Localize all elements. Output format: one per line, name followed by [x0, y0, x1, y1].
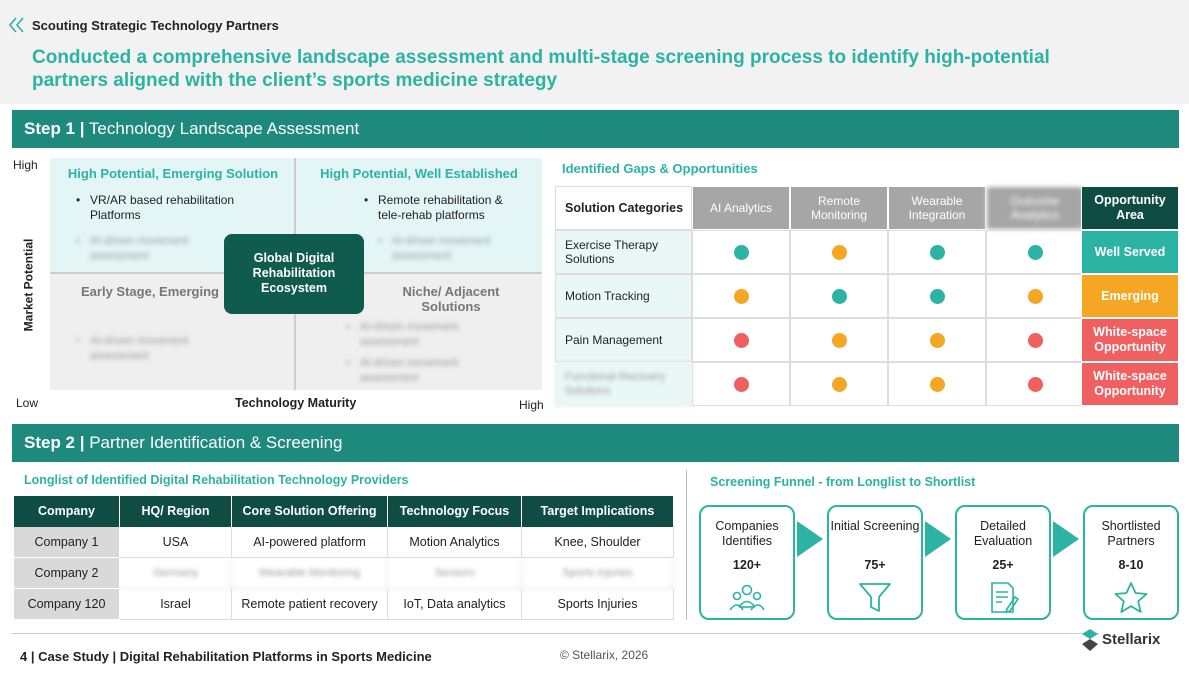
blurred-bullet: • AI-driven movement assessment: [90, 234, 230, 249]
blurred-bullet: • AI-driven movement assessment: [360, 356, 500, 371]
status-dot-red: [734, 333, 749, 348]
longlist-cell: Wearable Monitoring: [232, 558, 388, 589]
x-axis-high-label: High: [519, 398, 544, 412]
funnel-stage-value: 75+: [864, 558, 886, 572]
gaps-row-label: Motion Tracking: [555, 274, 692, 318]
blurred-bullet: • AI-driven movement assessment: [90, 334, 230, 349]
status-dot-amber: [930, 377, 945, 392]
status-dot-amber: [832, 245, 847, 260]
section-kicker: Scouting Strategic Technology Partners: [32, 18, 279, 33]
step2-title: Partner Identification & Screening: [84, 433, 343, 452]
status-dot-teal: [930, 289, 945, 304]
longlist-cell: Knee, Shoulder: [522, 527, 674, 558]
footer-page-label: 4 | Case Study | Digital Rehabilitation Platforms in Sports Medicine: [20, 649, 432, 664]
gaps-header-opportunity: Opportunity Area: [1081, 186, 1179, 230]
status-dot-red: [1028, 333, 1043, 348]
blurred-bullet: • AI-driven movement assessment: [360, 320, 500, 335]
stellarix-logo-icon: [1080, 628, 1100, 652]
longlist-cell: AI-powered platform: [232, 527, 388, 558]
longlist-cell: Sports Injuries: [522, 589, 674, 620]
funnel-stage: [699, 505, 795, 620]
gaps-row-label: Functional Recovery Solutions: [555, 362, 692, 406]
y-axis-high-label: High: [13, 158, 38, 172]
longlist-cell: Germany: [120, 558, 232, 589]
step1-number: Step 1 |: [24, 119, 85, 138]
step1-title: Technology Landscape Assessment: [84, 119, 360, 138]
quadrant-title: Early Stage, Emerging: [81, 284, 219, 299]
double-chevron-left-icon[interactable]: [8, 17, 26, 33]
longlist-cell: Motion Analytics: [388, 527, 522, 558]
longlist-header-4: Target Implications: [522, 496, 674, 527]
gaps-row-label: Pain Management: [555, 318, 692, 362]
opportunity-badge: White-space Opportunity: [1081, 362, 1179, 406]
longlist-header-0: Company: [14, 496, 120, 527]
status-dot-teal: [832, 289, 847, 304]
funnel-stage-label: Shortlisted Partners: [1101, 519, 1161, 548]
funnel-title: Screening Funnel - from Longlist to Shortlist: [710, 475, 976, 489]
status-dot-teal: [734, 245, 749, 260]
longlist-cell: USA: [120, 527, 232, 558]
funnel-stage-value: 25+: [992, 558, 1014, 572]
funnel-arrow-icon: [925, 521, 951, 557]
section-divider: [686, 470, 687, 620]
gaps-header-3: Outcome Analytics: [986, 186, 1084, 230]
star-icon: [1113, 581, 1149, 615]
status-dot-amber: [1028, 289, 1043, 304]
status-dot-amber: [930, 333, 945, 348]
gaps-title: Identified Gaps & Opportunities: [562, 161, 758, 176]
quadrant-bullet: • VR/AR based rehabilitation Platforms: [90, 193, 270, 223]
footer-rule: [12, 633, 1099, 634]
center-ecosystem-box: Global Digital Rehabilitation Ecosystem: [224, 234, 364, 314]
funnel-stage-value: 8-10: [1118, 558, 1144, 572]
longlist-header-3: Technology Focus: [388, 496, 522, 527]
status-dot-red: [734, 377, 749, 392]
opportunity-badge: Well Served: [1081, 230, 1179, 274]
funnel-stage-label: Initial Screening: [830, 519, 920, 533]
gaps-header-0: AI Analytics: [692, 186, 790, 230]
longlist-cell: Company 1: [14, 527, 120, 558]
longlist-cell: Sports Injuries: [522, 558, 674, 589]
quadrant-bullet: • Remote rehabilitation & tele-rehab platforms: [378, 193, 528, 223]
funnel-arrow-icon: [1053, 521, 1079, 557]
longlist-header-2: Core Solution Offering: [232, 496, 388, 527]
x-axis-title: Technology Maturity: [235, 396, 357, 410]
funnel-stage: [955, 505, 1051, 620]
gaps-header-categories: Solution Categories: [555, 186, 692, 230]
footer-copyright: © Stellarix, 2026: [560, 648, 649, 662]
longlist-cell: Company 2: [14, 558, 120, 589]
people-icon: [729, 581, 765, 615]
funnel-stage: [1083, 505, 1179, 620]
longlist-cell: Company 120: [14, 589, 120, 620]
funnel-stage-value: 120+: [732, 558, 762, 572]
longlist-cell: Remote patient recovery: [232, 589, 388, 620]
blurred-bullet: • AI-driven movement assessment: [392, 234, 532, 249]
status-dot-amber: [734, 289, 749, 304]
quadrant-title: High Potential, Emerging Solution: [67, 166, 279, 181]
gaps-header-2: Wearable Integration: [888, 186, 986, 230]
quadrant-title: High Potential, Well Established: [320, 166, 518, 181]
longlist-cell: IoT, Data analytics: [388, 589, 522, 620]
status-dot-amber: [832, 377, 847, 392]
longlist-header-1: HQ/ Region: [120, 496, 232, 527]
funnel-stage-label: Companies Identifies: [715, 519, 779, 548]
quadrant-title: Niche/ Adjacent Solutions: [402, 284, 500, 314]
status-dot-teal: [1028, 245, 1043, 260]
funnel-arrow-icon: [797, 521, 823, 557]
funnel-icon: [857, 581, 893, 615]
status-dot-amber: [832, 333, 847, 348]
status-dot-teal: [930, 245, 945, 260]
document-edit-icon: [985, 581, 1021, 615]
step1-bar: [12, 110, 1179, 148]
longlist-cell: Sensors: [388, 558, 522, 589]
stellarix-logo-text: Stellarix: [1102, 631, 1161, 648]
x-axis-low-label: Low: [16, 396, 39, 410]
y-axis-title: Market Potential: [21, 238, 36, 332]
step2-bar: [12, 424, 1179, 462]
gaps-header-1: Remote Monitoring: [790, 186, 888, 230]
opportunity-badge: Emerging: [1081, 274, 1179, 318]
longlist-title: Longlist of Identified Digital Rehabilitation Technology Providers: [24, 473, 409, 487]
status-dot-red: [1028, 377, 1043, 392]
longlist-cell: Israel: [120, 589, 232, 620]
funnel-stage: [827, 505, 923, 620]
page-headline: Conducted a comprehensive landscape assessment and multi-stage screening process to identify high-potential partners aligned with the client’s sports medicine strategy: [32, 47, 1050, 91]
opportunity-badge: White-space Opportunity: [1081, 318, 1179, 362]
funnel-stage-label: Detailed Evaluation: [973, 519, 1033, 548]
step2-number: Step 2 |: [24, 433, 85, 452]
gaps-row-label: Exercise Therapy Solutions: [555, 230, 692, 274]
